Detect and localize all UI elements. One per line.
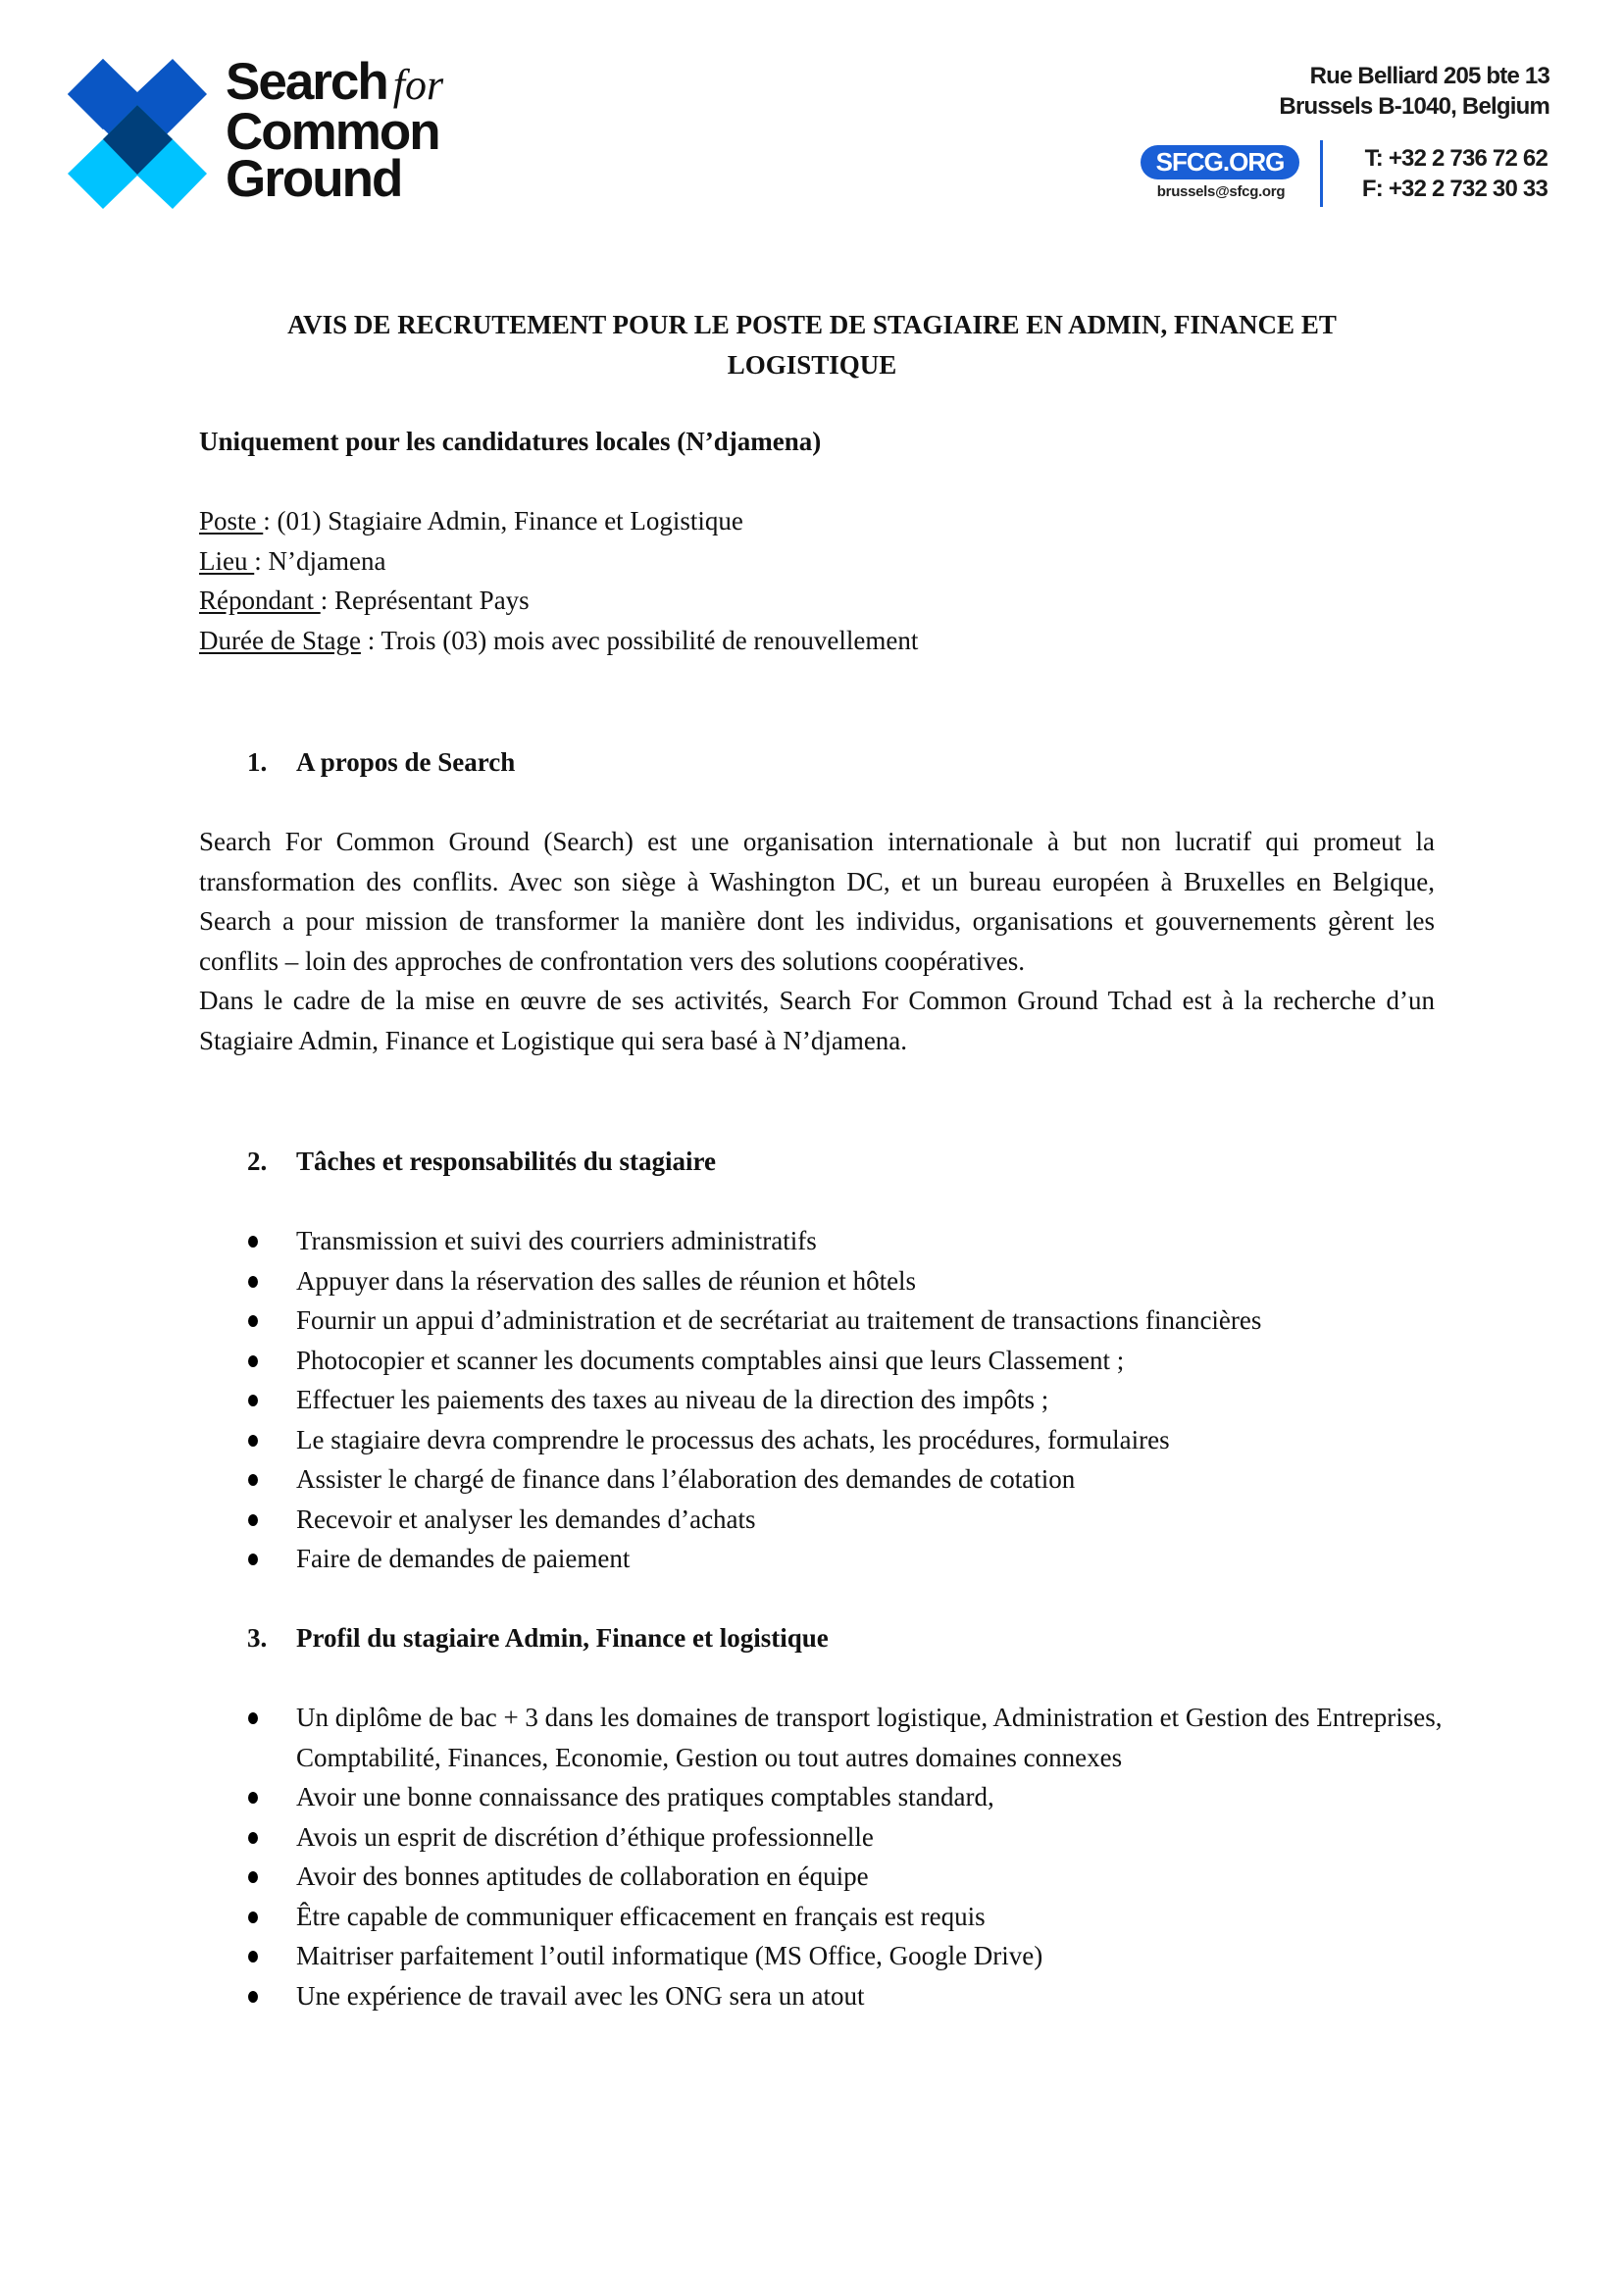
contact-divider bbox=[1320, 140, 1323, 207]
list-item: Avois un esprit de discrétion d’éthique professionnelle bbox=[247, 1817, 1463, 1858]
fax-number: F: +32 2 732 30 33 bbox=[1361, 176, 1548, 202]
list-item: Faire de demandes de paiement bbox=[247, 1539, 1463, 1579]
list-item: Être capable de communiquer efficacement en français est requis bbox=[247, 1897, 1463, 1937]
list-item: Photocopier et scanner les documents comptables ainsi que leurs Classement ; bbox=[247, 1341, 1463, 1381]
field-lieu bbox=[199, 541, 918, 582]
bullet-icon bbox=[248, 1474, 258, 1486]
section-heading-profile: 3. Profil du stagiaire Admin, Finance et logistique bbox=[247, 1623, 829, 1653]
bullet-icon bbox=[248, 1435, 258, 1447]
list-item: Transmission et suivi des courriers administratifs bbox=[247, 1221, 1463, 1261]
office-address bbox=[1279, 61, 1549, 122]
field-duree bbox=[199, 621, 918, 661]
field-value: : Trois (03) mois avec possibilité de renouvellement bbox=[360, 625, 919, 655]
list-item: Le stagiaire devra comprendre le processus des achats, les procédures, formulaires bbox=[247, 1420, 1463, 1460]
logo-wordmark: Search for Common Ground bbox=[226, 53, 444, 208]
paragraph: Dans le cadre de la mise en œuvre de ses activités, Search For Common Ground Tchad est à la recherche d’un Stagiaire Admin, Finance et Logistique qui sera basé à N’djamena. bbox=[199, 986, 1435, 1055]
bullet-icon bbox=[248, 1951, 258, 1963]
bullet-icon bbox=[248, 1991, 258, 2003]
phone-number: T: +32 2 736 72 62 bbox=[1364, 145, 1548, 172]
bullet-icon bbox=[248, 1276, 258, 1288]
list-item: Une expérience de travail avec les ONG sera un atout bbox=[247, 1976, 1463, 2016]
bullet-icon bbox=[248, 1236, 258, 1248]
field-value: : Représentant Pays bbox=[320, 586, 530, 615]
list-item: Maitriser parfaitement l’outil informatique (MS Office, Google Drive) bbox=[247, 1936, 1463, 1976]
list-item: Avoir une bonne connaissance des pratiques comptables standard, bbox=[247, 1777, 1463, 1817]
bullet-icon bbox=[248, 1554, 258, 1565]
profile-list bbox=[247, 1698, 1463, 2015]
bullet-icon bbox=[248, 1514, 258, 1526]
logo-diamonds-icon bbox=[67, 57, 209, 212]
paragraph: Search For Common Ground (Search) est une organisation internationale à but non lucratif qui promeut la transformation des conflits. Avec son siège à Washington DC, et un bureau européen à Bruxelles en Belgique, Search a pour mission de transformer la manière dont les individus, organisations et gouvernements gèrent les conflits – loin des approches de confrontation vers des solutions coopératives. bbox=[199, 827, 1435, 976]
bullet-icon bbox=[248, 1355, 258, 1367]
phone-numbers bbox=[1362, 143, 1548, 204]
field-label: Répondant bbox=[199, 586, 321, 615]
tasks-list bbox=[247, 1221, 1463, 1579]
section-heading-about: 1. A propos de Search bbox=[247, 747, 516, 777]
list-item: Fournir un appui d’administration et de secrétariat au traitement de transactions financières bbox=[247, 1300, 1463, 1341]
bullet-icon bbox=[248, 1315, 258, 1327]
bullet-icon bbox=[248, 1792, 258, 1804]
field-value: : N’djamena bbox=[254, 545, 386, 576]
bullet-icon bbox=[248, 1832, 258, 1844]
field-poste bbox=[199, 501, 918, 541]
section-heading-tasks: 2. Tâches et responsabilités du stagiaire bbox=[247, 1147, 717, 1176]
list-item: Effectuer les paiements des taxes au niveau de la direction des impôts ; bbox=[247, 1380, 1463, 1420]
local-applicants-notice: Uniquement pour les candidatures locales (N’djamena) bbox=[199, 427, 822, 456]
organization-logo bbox=[67, 53, 459, 214]
field-value: : (01) Stagiaire Admin, Finance et Logistique bbox=[263, 506, 743, 535]
contact-block bbox=[1138, 140, 1549, 209]
address-line-2: Brussels B-1040, Belgium bbox=[1279, 93, 1549, 120]
field-label: Durée de Stage bbox=[199, 625, 361, 655]
bullet-icon bbox=[248, 1912, 258, 1923]
website-badge[interactable]: SFCG.ORG bbox=[1141, 145, 1299, 179]
bullet-icon bbox=[248, 1871, 258, 1883]
list-item: Un diplôme de bac + 3 dans les domaines de transport logistique, Administration et Gestion des Entreprises, Comptabilité, Finances, Economie, Gestion ou tout autres domaines connexes bbox=[247, 1698, 1463, 1777]
bullet-icon bbox=[248, 1712, 258, 1724]
email-link[interactable]: brussels@sfcg.org bbox=[1156, 183, 1286, 200]
bullet-icon bbox=[248, 1395, 258, 1406]
field-repondant bbox=[199, 581, 918, 621]
field-label: Poste bbox=[199, 506, 264, 535]
field-label: Lieu bbox=[199, 545, 255, 576]
position-details bbox=[199, 501, 918, 660]
list-item: Recevoir et analyser les demandes d’achats bbox=[247, 1500, 1463, 1540]
about-paragraphs bbox=[199, 822, 1435, 1060]
address-line-1: Rue Belliard 205 bte 13 bbox=[1309, 63, 1549, 89]
list-item: Assister le chargé de finance dans l’élaboration des demandes de cotation bbox=[247, 1459, 1463, 1500]
list-item: Appuyer dans la réservation des salles de réunion et hôtels bbox=[247, 1261, 1463, 1301]
list-item: Avoir des bonnes aptitudes de collaboration en équipe bbox=[247, 1857, 1463, 1897]
page-title: AVIS DE RECRUTEMENT POUR LE POSTE DE STAGIAIRE EN ADMIN, FINANCE ET LOGISTIQUE bbox=[287, 310, 1337, 380]
